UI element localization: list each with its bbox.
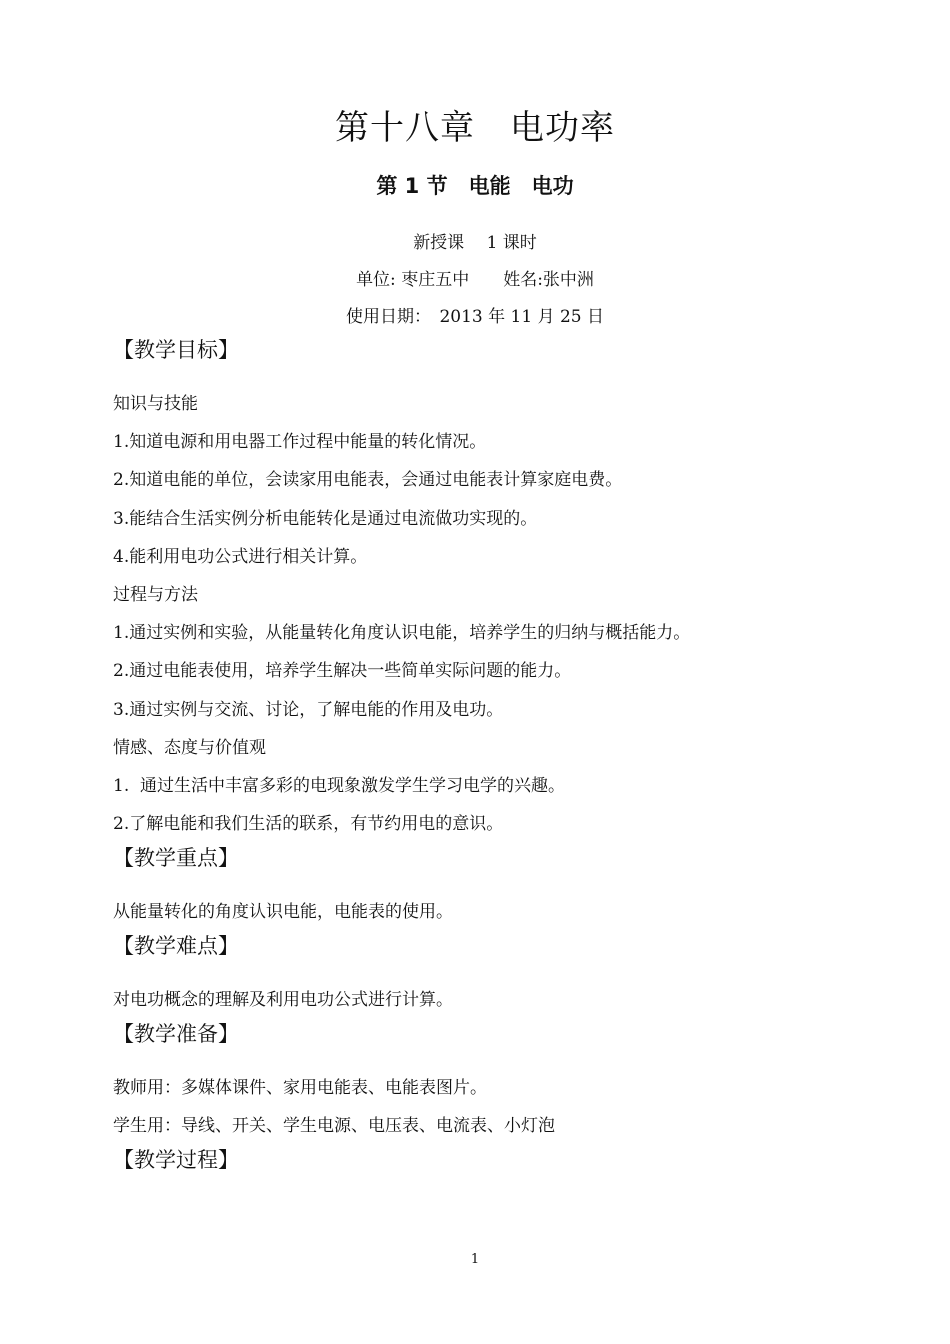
unit-author: 单位: 枣庄五中 姓名:张中洲 bbox=[356, 270, 594, 290]
emotion-item: 1. 通过生活中丰富多彩的电现象激发学生学习电学的兴趣。 bbox=[113, 776, 566, 796]
lesson-info: 新授课 1 课时 bbox=[413, 233, 537, 253]
chapter-title: 第十八章 电功率 bbox=[335, 108, 615, 148]
emotion-title: 情感、态度与价值观 bbox=[113, 738, 266, 758]
use-date: 使用日期： 2013 年 11 月 25 日 bbox=[345, 307, 605, 327]
process-method-item: 1.通过实例和实验，从能量转化角度认识电能，培养学生的归纳与概括能力。 bbox=[113, 623, 691, 643]
knowledge-item: 1.知道电源和用电器工作过程中能量的转化情况。 bbox=[113, 432, 487, 452]
preparation-student: 学生用：导线、开关、学生电源、电压表、电流表、小灯泡 bbox=[113, 1116, 555, 1136]
knowledge-item: 3.能结合生活实例分析电能转化是通过电流做功实现的。 bbox=[113, 509, 538, 529]
process-method-item: 3.通过实例与交流、讨论，了解电能的作用及电功。 bbox=[113, 700, 504, 720]
goals-heading: 【教学目标】 bbox=[113, 338, 239, 362]
knowledge-item: 4.能利用电功公式进行相关计算。 bbox=[113, 547, 368, 567]
process-heading: 【教学过程】 bbox=[113, 1148, 239, 1172]
preparation-teacher: 教师用：多媒体课件、家用电能表、电能表图片。 bbox=[113, 1078, 487, 1098]
preparation-heading: 【教学准备】 bbox=[113, 1022, 239, 1046]
process-method-title: 过程与方法 bbox=[113, 585, 198, 605]
emotion-item: 2.了解电能和我们生活的联系，有节约用电的意识。 bbox=[113, 814, 504, 834]
process-method-item: 2.通过电能表使用，培养学生解决一些简单实际问题的能力。 bbox=[113, 661, 572, 681]
key-points-text: 从能量转化的角度认识电能，电能表的使用。 bbox=[113, 902, 453, 922]
knowledge-item: 2.知道电能的单位，会读家用电能表，会通过电能表计算家庭电费。 bbox=[113, 470, 623, 490]
knowledge-title: 知识与技能 bbox=[113, 394, 198, 414]
difficulties-heading: 【教学难点】 bbox=[113, 934, 239, 958]
difficulties-text: 对电功概念的理解及利用电功公式进行计算。 bbox=[113, 990, 453, 1010]
section-title: 第 1 节 电能 电功 bbox=[376, 174, 574, 198]
page-number: 1 bbox=[470, 1252, 480, 1267]
key-points-heading: 【教学重点】 bbox=[113, 846, 239, 870]
